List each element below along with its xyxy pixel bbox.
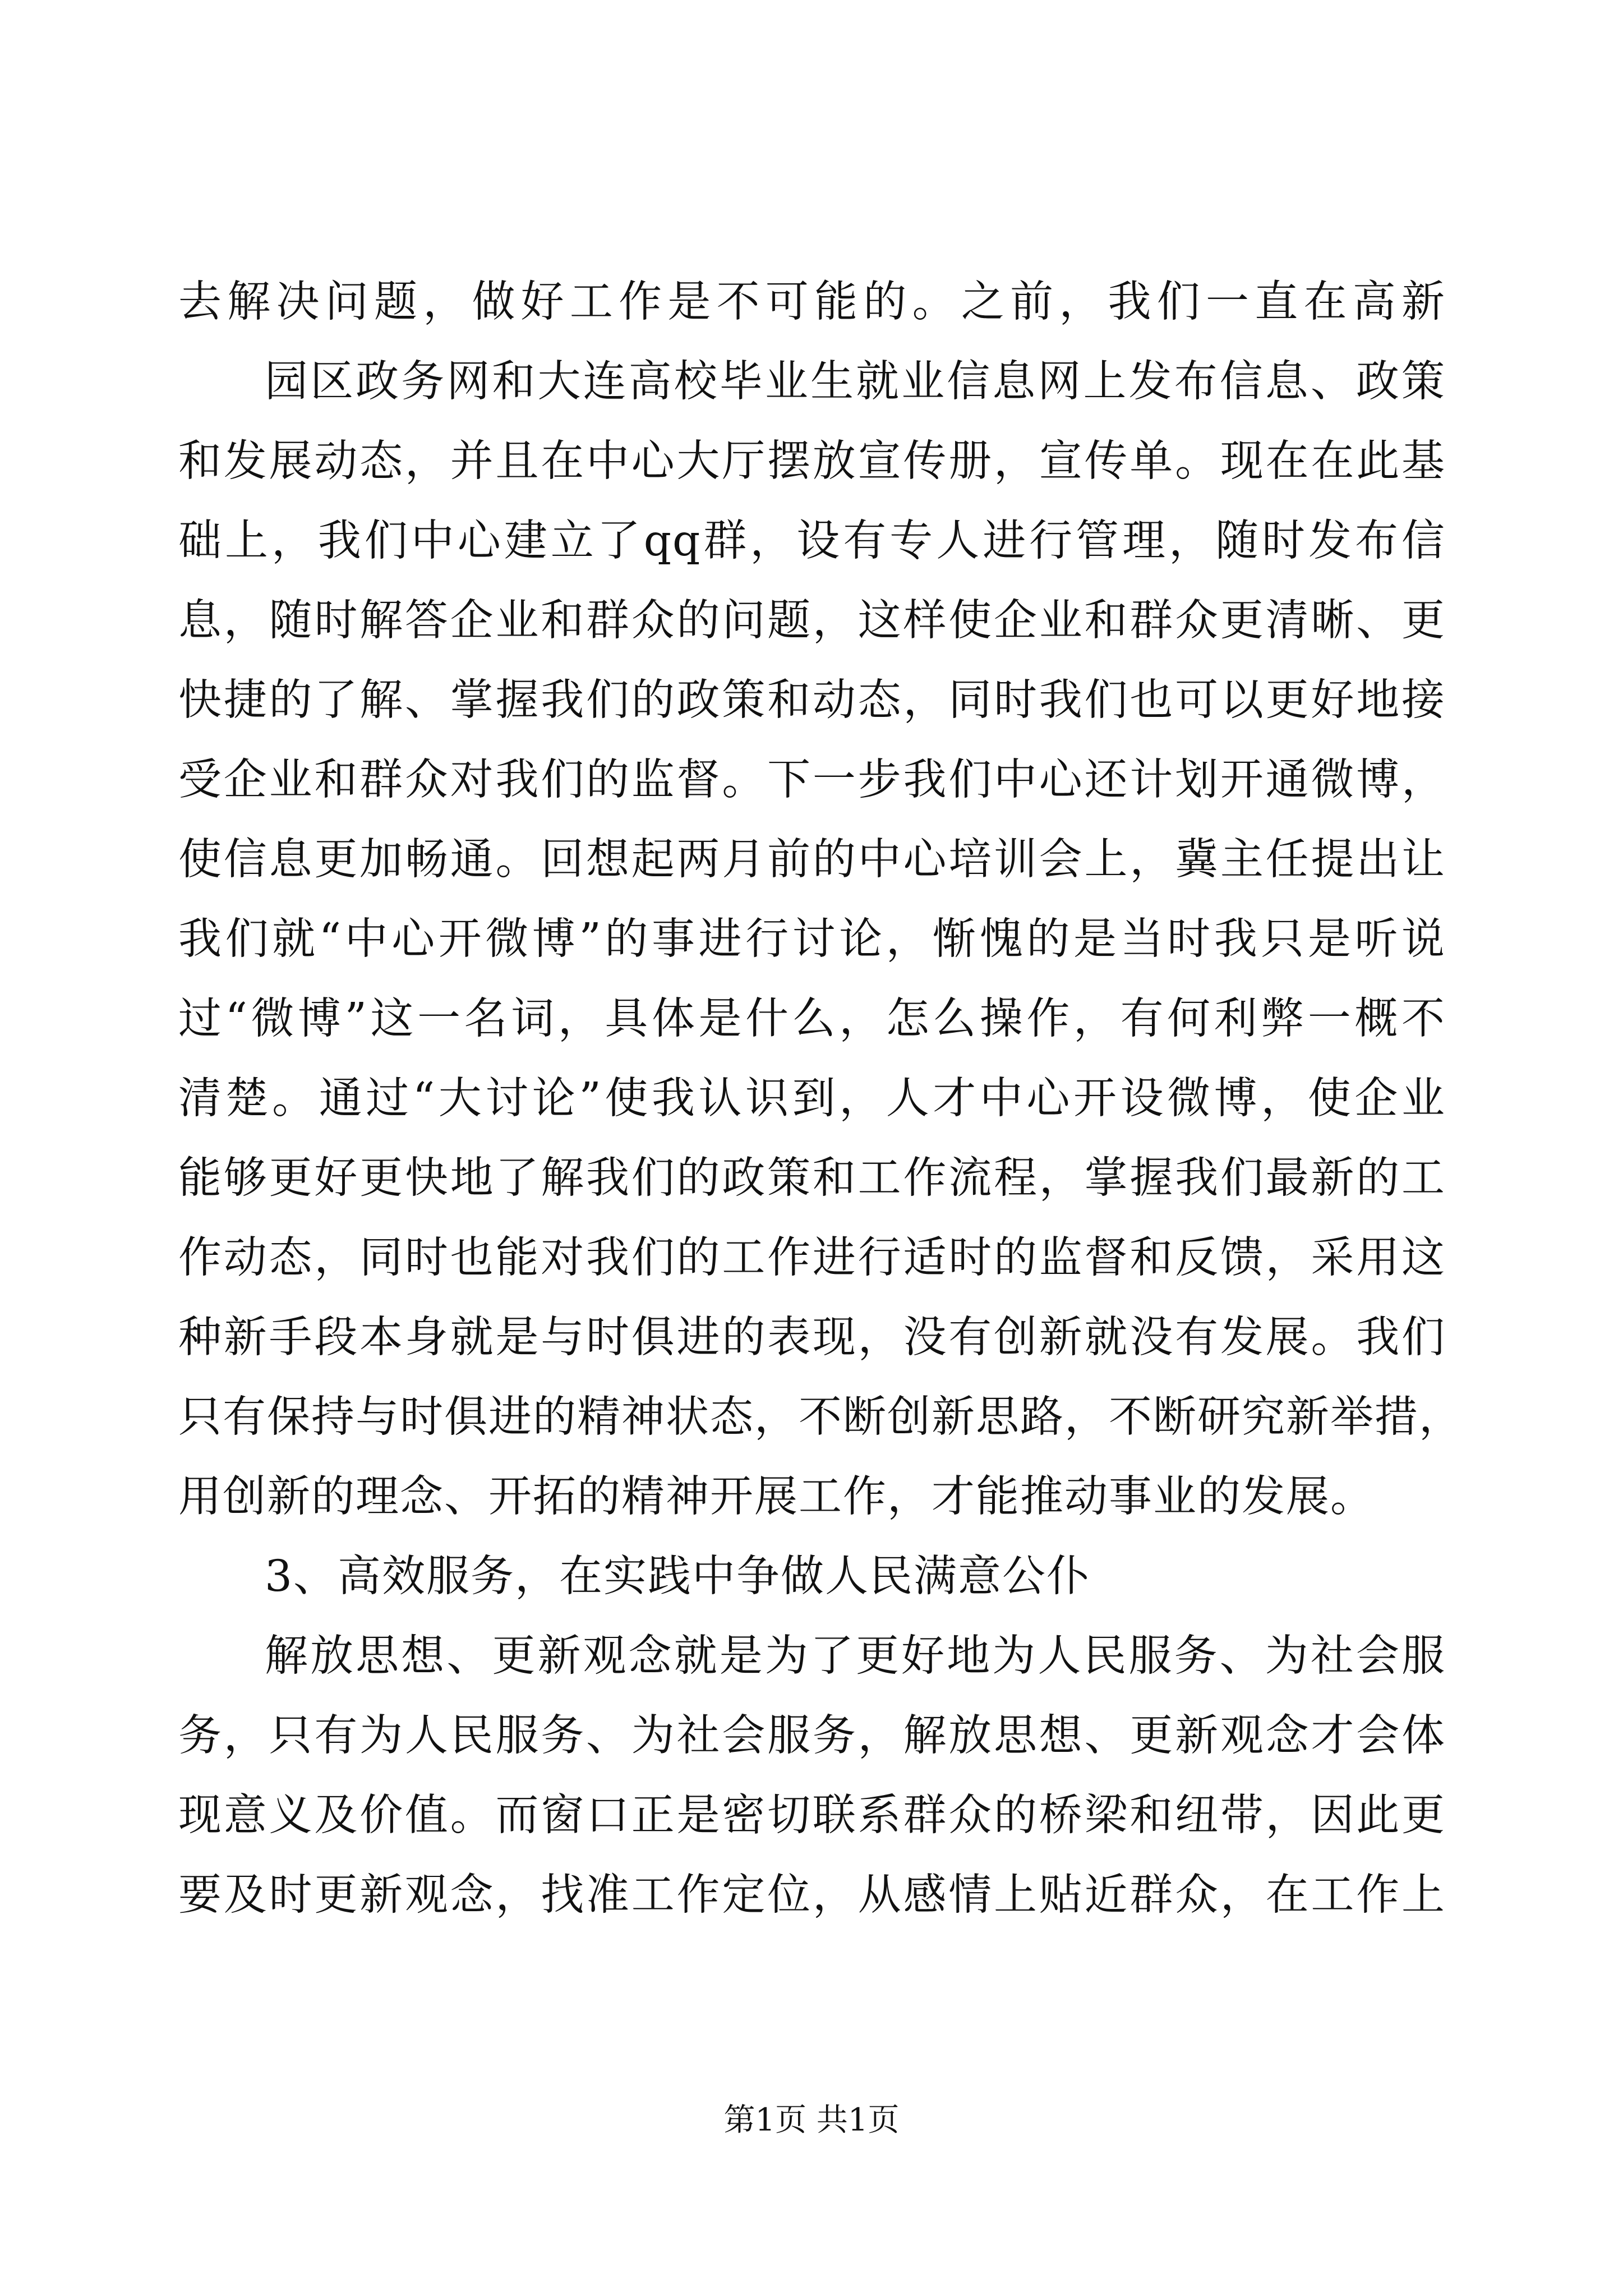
text-line: 只有保持与时俱进的精神状态，不断创新思路，不断研究新举措， xyxy=(178,1392,1463,1442)
text-line: 现意义及价值。而窗口正是密切联系群众的桥梁和纽带，因此更 xyxy=(178,1791,1446,1841)
body-text xyxy=(178,263,1463,1935)
text-line: 务，只有为人民服务、为社会服务，解放思想、更新观念才会体 xyxy=(178,1711,1446,1761)
text-line: 要及时更新观念，找准工作定位，从感情上贴近群众，在工作上 xyxy=(178,1870,1446,1920)
page-number-footer: 第1页 共1页 xyxy=(723,2102,900,2138)
text-line: 能够更好更快地了解我们的政策和工作流程，掌握我们最新的工 xyxy=(178,1153,1446,1203)
text-line: 和发展动态，并且在中心大厅摆放宣传册，宣传单。现在在此基 xyxy=(178,436,1446,486)
text-line: 使信息更加畅通。回想起两月前的中心培训会上，冀主任提出让 xyxy=(178,835,1446,885)
text-line: 用创新的理念、开拓的精神开展工作，才能推动事业的发展。 xyxy=(178,1472,1375,1522)
text-line: 去解决问题，做好工作是不可能的。之前，我们一直在高新 xyxy=(178,277,1446,327)
section-heading: 3、高效服务，在实践中争做人民满意公仆 xyxy=(265,1552,1091,1602)
text-line: 础上，我们中心建立了qq群，设有专人进行管理，随时发布信 xyxy=(178,516,1446,566)
text-line: 园区政务网和大连高校毕业生就业信息网上发布信息、政策 xyxy=(265,357,1446,407)
text-line: 清楚。通过“大讨论”使我认识到，人才中心开设微博，使企业 xyxy=(178,1074,1446,1124)
text-line: 我们就“中心开微博”的事进行讨论，惭愧的是当时我只是听说 xyxy=(178,914,1446,964)
text-line: 受企业和群众对我们的监督。下一步我们中心还计划开通微博， xyxy=(178,755,1446,805)
text-line: 快捷的了解、掌握我们的政策和动态，同时我们也可以更好地接 xyxy=(178,675,1446,725)
text-line: 种新手段本身就是与时俱进的表现，没有创新就没有发展。我们 xyxy=(178,1313,1446,1363)
text-line: 解放思想、更新观念就是为了更好地为人民服务、为社会服 xyxy=(265,1631,1446,1681)
text-line: 息，随时解答企业和群众的问题，这样使企业和群众更清晰、更 xyxy=(178,596,1446,646)
text-line: 作动态，同时也能对我们的工作进行适时的监督和反馈，采用这 xyxy=(178,1233,1446,1283)
text-line: 过“微博”这一名词，具体是什么，怎么操作，有何利弊一概不 xyxy=(178,994,1446,1044)
